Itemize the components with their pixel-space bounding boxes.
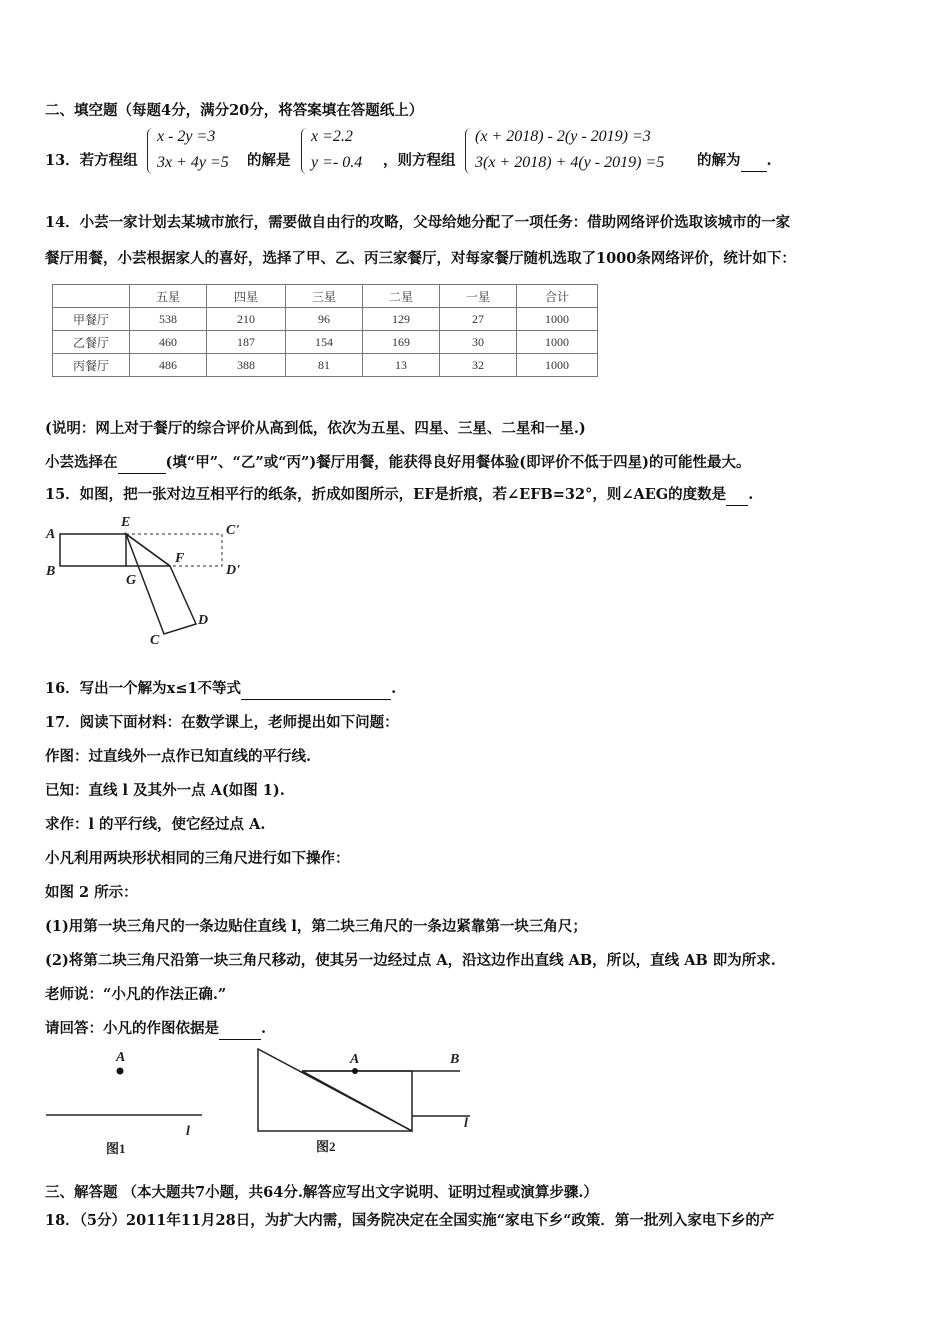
table-row: 甲餐厅 538 210 96 129 27 1000 — [53, 308, 598, 331]
q14-line1: 14．小芸一家计划去某城市旅行，需要做自由行的攻略，父母给她分配了一项任务：借助网络评价选取该城市的一家 — [45, 214, 791, 231]
q17-line: 求作：l 的平行线，使它经过点 A. — [45, 816, 266, 833]
section-2-heading: 二、填空题（每题4分，满分20分，将答案填在答题纸上） — [45, 102, 424, 119]
eq1-row1: x - 2y =3 — [157, 128, 216, 145]
q14-line2: 餐厅用餐，小芸根据家人的喜好，选择了甲、乙、丙三家餐厅，对每家餐厅随机选取了1000条网络评价，统计如下： — [45, 250, 796, 267]
table-row: 丙餐厅 486 388 81 13 32 1000 — [53, 354, 598, 377]
fig1-label-l: l — [186, 1124, 190, 1139]
section-3-heading: 三、解答题 （本大题共7小题，共64分.解答应写出文字说明、证明过程或演算步骤.） — [45, 1184, 598, 1201]
q16-text: 16．写出一个解为x≤1不等式 — [45, 680, 242, 697]
label-d-prime: D' — [226, 563, 240, 578]
fig1-label-a: A — [116, 1050, 126, 1065]
label-e: E — [121, 515, 131, 530]
q14-note: (说明：网上对于餐厅的综合评价从高到低，依次为五星、四星、三星、二星和一星.) — [45, 420, 586, 437]
label-f: F — [175, 551, 185, 566]
q18-text: 18．（5分）2011年11月28日，为扩大内需，国务院决定在全国实施“家电下乡“政策．第一批列入家电下乡的产 — [45, 1212, 775, 1229]
strip-folded-part — [126, 534, 196, 634]
label-a: A — [46, 527, 56, 542]
fig2-point-a-dot — [352, 1068, 358, 1074]
q13-mid1: 的解是 — [247, 152, 291, 169]
q17-line: (1)用第一块三角尺的一条边贴住直线 l，第二块三角尺的一条边紧靠第一块三角尺； — [45, 918, 587, 935]
strip-left-part — [60, 534, 126, 566]
q14-answer-blank[interactable] — [118, 473, 166, 474]
table-row: 乙餐厅 460 187 154 169 30 1000 — [53, 331, 598, 354]
q17-line: 作图：过直线外一点作已知直线的平行线. — [45, 748, 312, 765]
fig2-label-b: B — [450, 1052, 460, 1067]
equation-system-1 — [147, 128, 247, 176]
q17-figures — [40, 1045, 490, 1160]
q17-line: 已知：直线 l 及其外一点 A(如图 1). — [45, 782, 285, 799]
q14-ask-b: (填“甲”、“乙”或“丙”)餐厅用餐，能获得良好用餐体验(即评价不低于四星)的可能性最大。 — [165, 454, 751, 471]
fig1-caption: 图1 — [106, 1141, 126, 1156]
eq1-row2: 3x + 4y =5 — [157, 154, 229, 171]
q13-answer-blank[interactable] — [741, 171, 767, 172]
fig2-label-l: l — [464, 1116, 468, 1131]
eq3-row2: 3(x + 2018) + 4(y - 2019) =5 — [475, 154, 665, 171]
q16-answer-blank[interactable] — [241, 699, 391, 700]
label-c-prime: C' — [226, 523, 240, 538]
q17-line: 17．阅读下面材料：在数学课上，老师提出如下问题： — [45, 714, 399, 731]
q17-line: 如图 2 所示： — [45, 884, 138, 901]
q13-mid2: ，则方程组 — [383, 152, 456, 169]
label-g: G — [126, 573, 137, 588]
folded-strip-figure — [40, 512, 250, 652]
q15-answer-blank[interactable] — [726, 505, 748, 506]
table-header-row: 五星 四星 三星 二星 一星 合计 — [53, 285, 598, 308]
q17-line: 老师说：“小凡的作法正确.” — [45, 986, 227, 1003]
figure-1 — [46, 1050, 202, 1156]
q17-ask: 请回答：小凡的作图依据是 — [45, 1020, 219, 1037]
equation-system-3 — [465, 128, 695, 176]
q13-prefix: 13．若方程组 — [45, 152, 138, 169]
fig2-label-a: A — [350, 1052, 360, 1067]
q17-answer-blank[interactable] — [219, 1039, 261, 1040]
strip-dashed-original — [126, 534, 222, 566]
eq3-row1: (x + 2018) - 2(y - 2019) =3 — [475, 128, 651, 145]
figure-2 — [258, 1049, 470, 1154]
equation-system-2 — [301, 128, 381, 176]
q14-ask-a: 小芸选择在 — [45, 454, 118, 471]
q17-line: 小凡利用两块形状相同的三角尺进行如下操作： — [45, 850, 350, 867]
point-a-dot — [117, 1068, 124, 1075]
q15-text: 15．如图，把一张对边互相平行的纸条，折成如图所示，EF是折痕，若∠EFB=32°，则∠AEG的度数是 — [45, 486, 727, 503]
fig2-caption: 图2 — [316, 1139, 336, 1154]
review-stats-table — [52, 284, 598, 377]
eq2-row1: x =2.2 — [311, 128, 353, 145]
label-d: D — [198, 613, 209, 628]
q13-suffix: 的解为 — [697, 152, 741, 169]
triangle-ruler-2 — [302, 1071, 412, 1131]
eq2-row2: y =- 0.4 — [311, 154, 363, 171]
label-c: C — [150, 633, 160, 648]
label-b: B — [46, 564, 56, 579]
q17-line: (2)将第二块三角尺沿第一块三角尺移动，使其另一边经过点 A，沿这边作出直线 AB，所以，直线 AB 即为所求. — [45, 952, 776, 969]
